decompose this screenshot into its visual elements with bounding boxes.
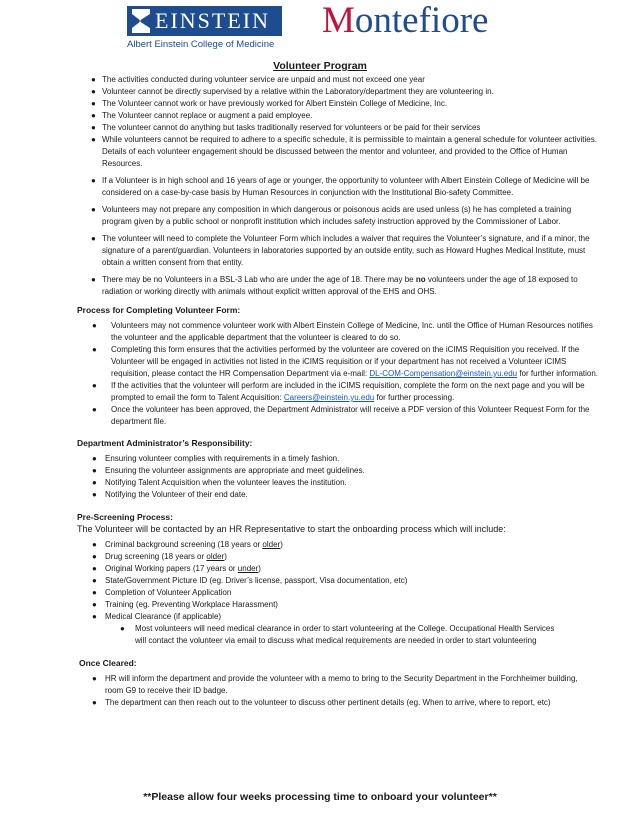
compensation-email-link[interactable]: DL-COM-Compensation@einstein.yu.edu (369, 369, 518, 378)
prescreen-heading: Pre-Screening Process: (77, 512, 173, 522)
document-body (0, 74, 640, 709)
bullet-icon: ● (91, 99, 96, 108)
bullet-icon: ● (92, 674, 97, 683)
list-item: ● The volunteer will need to complete the Volunteer Form which includes a waiver that requires the Volunteer’s signature, and if a minor, the signature of a parent/guardian. Volunteers in laboratories supported by an outside entity, such as Howard Hughes Medical Institute, must obtain a written consent from that entity. (91, 234, 590, 267)
careers-email-link[interactable]: Careers@einstein.yu.edu (283, 393, 375, 402)
bullet-icon: ● (92, 490, 97, 499)
process-heading: Process for Completing Volunteer Form: (77, 305, 241, 315)
list-item: ● Medical Clearance (if applicable) (92, 612, 222, 621)
bullet-icon: ● (91, 135, 96, 144)
list-item: ● Most volunteers will need medical clearance in order to start volunteering at the College. Occupational Health Services will contact the volunteer via email to discuss what medical requirements are needed in order to start volunteering (120, 624, 555, 645)
process-list (0, 320, 640, 428)
bullet-icon: ● (91, 234, 96, 243)
list-item: ● If the activities that the volunteer will perform are included in the iCIMS requisition, complete the form on the next page and you will be prompted to email the form to Talent Acquisition: Careers@einstein.yu.edu for further processing. (92, 381, 585, 402)
list-item: ● State/Government Picture ID (eg. Driver’s license, passport, Visa documentation, etc) (92, 576, 408, 585)
rules-list (0, 74, 640, 298)
montefiore-initial: M (322, 0, 355, 41)
bullet-icon: ● (92, 466, 97, 475)
bullet-icon: ● (92, 381, 97, 390)
bullet-icon: ● (91, 87, 96, 96)
cleared-list (0, 673, 640, 709)
list-item: ● HR will inform the department and provide the volunteer with a memo to bring to the Security Department in the Forchheimer building, room G9 to receive their ID badge. (92, 674, 578, 695)
einstein-logo (127, 6, 282, 50)
list-item: ● While volunteers cannot be required to adhere to a specific schedule, it is permissible to maintain a general schedule for volunteer activities. Details of each volunteer engagement should be discussed between the mentor and volunteer, and provided to the Office of Human Resources. (91, 135, 597, 168)
bullet-icon: ● (91, 123, 96, 132)
list-item: ● Ensuring the volunteer assignments are appropriate and meet guidelines. (92, 466, 365, 475)
bullet-icon: ● (92, 345, 97, 354)
bullet-icon: ● (91, 205, 96, 214)
header (0, 0, 640, 60)
list-item: ● If a Volunteer is in high school and 16 years of age or younger, the opportunity to volunteer with Albert Einstein College of Medicine will be considered on a case-by-case basis by Human Resources in conjunction with the Institutional Bio-safety Committee. (91, 176, 590, 197)
bullet-icon: ● (92, 612, 97, 621)
list-item: ● The volunteer cannot do anything but tasks traditionally reserved for volunteers or be paid for their services (91, 123, 481, 132)
prescreen-list (0, 539, 640, 623)
list-item: ● Completion of Volunteer Application (92, 588, 232, 597)
bullet-icon: ● (92, 552, 97, 561)
list-item: ● There may be no Volunteers in a BSL-3 Lab who are under the age of 18. There may be no volunteers under the age of 18 exposed to radiation or working directly with animals without explicit written approval of the EHS and OHS. (91, 275, 578, 296)
bullet-icon: ● (91, 275, 96, 284)
list-item: ● Volunteers may not prepare any composition in which dangerous or poisonous acids are used unless (s) he has completed a training program given by a public school or nonprofit institution which includes safety instruction approved by the Commissioner of Labor. (91, 205, 572, 226)
list-item: ● The Volunteer cannot work or have previously worked for Albert Einstein College of Medicine, Inc. (91, 99, 448, 108)
montefiore-rest: ontefiore (354, 0, 489, 41)
bullet-icon: ● (92, 564, 97, 573)
list-item: ● The department can then reach out to the volunteer to discuss other pertinent details (eg. When to arrive, where to report, etc) (92, 698, 551, 707)
list-item: ● Training (eg. Preventing Workplace Harassment) (92, 600, 278, 609)
processing-time-notice: **Please allow four weeks processing time to onboard your volunteer** (143, 791, 497, 803)
bullet-icon: ● (92, 588, 97, 597)
page-title: Volunteer Program (273, 60, 367, 72)
bullet-icon: ● (120, 624, 125, 633)
einstein-logo-box (127, 6, 282, 36)
list-item: ● Notifying the Volunteer of their end date. (92, 490, 248, 499)
bullet-icon: ● (92, 540, 97, 549)
list-item: ● Drug screening (18 years or older) (92, 552, 227, 561)
admin-list (0, 453, 640, 501)
bullet-icon: ● (92, 321, 97, 330)
cleared-heading: Once Cleared: (79, 658, 137, 668)
admin-heading: Department Administrator’s Responsibility: (77, 438, 253, 448)
einstein-wordmark: EINSTEIN (155, 8, 270, 33)
bullet-icon: ● (91, 111, 96, 120)
prescreen-lead: The Volunteer will be contacted by an HR Representative to start the onboarding process which will include: (77, 524, 506, 534)
einstein-mark-icon (132, 9, 150, 33)
list-item: ● Once the volunteer has been approved, the Department Administrator will receive a PDF version of this Volunteer Request Form for the department file. (92, 405, 590, 426)
bullet-icon: ● (92, 478, 97, 487)
montefiore-logo (322, 0, 488, 42)
prescreen-sublist (0, 623, 640, 647)
list-item: ● Ensuring volunteer complies with requirements in a timely fashion. (92, 454, 340, 463)
bullet-icon: ● (92, 454, 97, 463)
list-item: ● Volunteer cannot be directly supervised by a relative within the Laboratory/department they are volunteering in. (91, 87, 494, 96)
bullet-icon: ● (92, 576, 97, 585)
bullet-icon: ● (92, 698, 97, 707)
list-item: ● Criminal background screening (18 years or older) (92, 540, 283, 549)
list-item: ● The Volunteer cannot replace or augment a paid employee. (91, 111, 313, 120)
bullet-icon: ● (92, 405, 97, 414)
list-item: ● Completing this form ensures that the activities performed by the volunteer are covered on the iCIMS Requisition you received. If the Volunteer will be engaged in activities not listed in the iCIMS requisition or if your department has not received a Volunteer iCIMS requisition, please contact the HR Compensation Department via e-mail: DL-COM-Compensation@einstein.yu.edu for further information. (92, 345, 599, 378)
list-item: ● Original Working papers (17 years or under) (92, 564, 261, 573)
list-item: ● Notifying Talent Acquisition when the volunteer leaves the institution. (92, 478, 347, 487)
list-item: ● The activities conducted during volunteer service are unpaid and must not exceed one year (91, 75, 425, 84)
bullet-icon: ● (91, 176, 96, 185)
bullet-icon: ● (92, 600, 97, 609)
list-item: ● Volunteers may not commence volunteer work with Albert Einstein College of Medicine, Inc. until the Office of Human Resources notifies the volunteer and the applicable department that the volunteer is cleared to do so. (92, 321, 593, 342)
bullet-icon: ● (91, 75, 96, 84)
einstein-subtitle: Albert Einstein College of Medicine (127, 39, 275, 50)
